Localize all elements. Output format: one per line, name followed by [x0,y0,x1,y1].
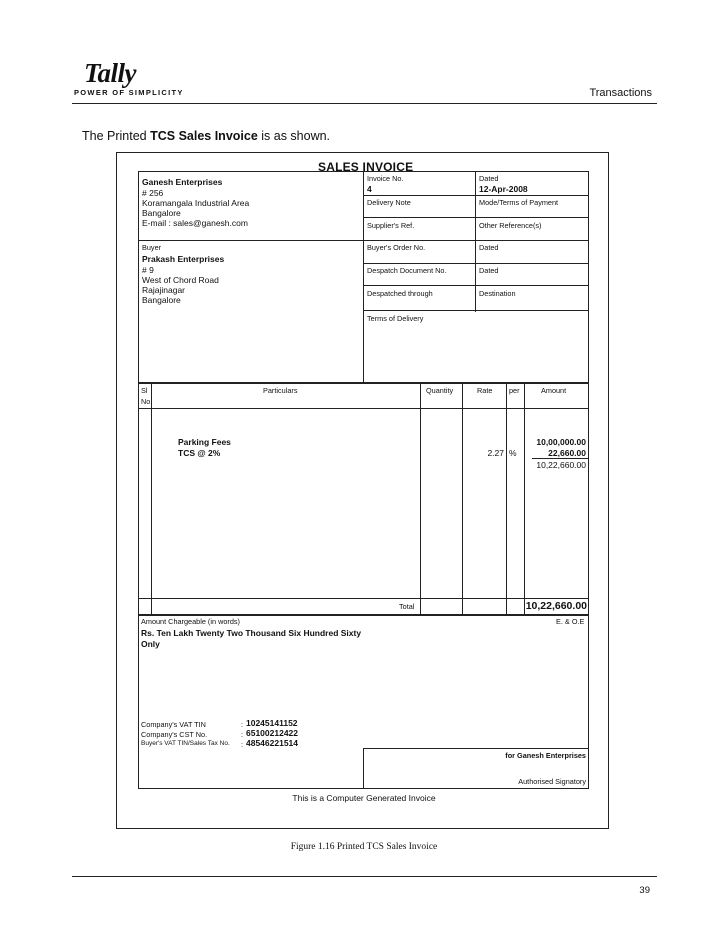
page-number: 39 [639,885,650,896]
invoice-no-value: 4 [367,184,372,194]
items-total-divider [138,598,589,599]
items-header-divider [138,408,589,409]
buyer-address-1: # 9 [142,265,154,275]
other-ref-label: Other Reference(s) [479,221,542,230]
col-line [420,383,421,615]
subtotal-amount: 10,22,660.00 [536,460,586,470]
despatch-doc-label: Despatch Document No. [367,266,447,275]
total-amount: 10,22,660.00 [525,600,587,612]
destination-label: Destination [479,289,516,298]
seller-name: Ganesh Enterprises [142,177,223,187]
grid-line [363,310,589,311]
particulars-header: Particulars [263,386,298,395]
rate-header: Rate [477,386,493,395]
dated2-label: Dated [479,243,499,252]
seller-address-3: Bangalore [142,208,181,218]
per-header: per [509,386,520,395]
for-company: for Ganesh Enterprises [505,751,586,760]
buyer-address-3: Rajajinagar [142,285,185,295]
logo-tagline: POWER OF SIMPLICITY [74,88,184,97]
seller-buyer-divider [138,240,363,241]
dated-value: 12-Apr-2008 [479,184,528,194]
grid-line [363,263,589,264]
section-title: Transactions [589,87,652,99]
col-line [524,383,525,615]
item-particulars-1: Parking Fees [178,437,231,447]
buyer-label: Buyer [142,243,162,252]
buyer-tin-value: 48546221514 [246,738,299,748]
suppliers-ref-label: Supplier's Ref. [367,221,415,230]
invoice-title: SALES INVOICE [318,160,414,174]
computer-generated-note: This is a Computer Generated Invoice [292,793,436,803]
cst-no-sep: : [241,730,244,739]
figure-caption: Figure 1.16 Printed TCS Sales Invoice [290,842,438,852]
grid-line [363,217,589,218]
col-line [151,383,152,615]
sl-header-1: Sl [141,386,148,395]
cst-no-value: 65100212422 [246,728,299,738]
item-particulars-2: TCS @ 2% [178,448,221,458]
sl-header-2: No. [141,397,153,406]
dated3-label: Dated [479,266,499,275]
amount-header: Amount [541,386,567,395]
despatched-through-label: Despatched through [367,289,433,298]
buyer-tin-sep: : [241,740,244,749]
col-line [506,383,507,615]
quantity-header: Quantity [426,386,454,395]
amount-words-line-1: Rs. Ten Lakh Twenty Two Thousand Six Hundred Sixty [141,628,362,638]
amount-words-line-2: Only [141,639,160,649]
header-divider [363,171,364,383]
vat-tin-value: 10245141152 [246,718,298,728]
subtotal-rule [532,458,588,459]
vat-tin-label: Company's VAT TIN [141,720,206,729]
grid-line [475,171,476,312]
seller-email: E-mail : sales@ganesh.com [142,218,248,228]
buyer-name: Prakash Enterprises [142,254,225,264]
amount-words-label: Amount Chargeable (in words) [141,617,240,626]
footer-rule [72,876,657,877]
mode-terms-label: Mode/Terms of Payment [479,198,559,207]
invoice-no-label: Invoice No. [367,174,404,183]
buyers-order-label: Buyer's Order No. [367,243,426,252]
tally-logo: Tally [84,58,137,88]
grid-line [363,240,589,241]
terms-delivery-label: Terms of Delivery [367,314,424,323]
intro-text: The Printed TCS Sales Invoice is as shown. [82,129,331,143]
item-amount-1: 10,00,000.00 [536,437,586,447]
delivery-note-label: Delivery Note [367,198,411,207]
item-per-2: % [509,448,517,458]
seller-address-2: Koramangala Industrial Area [142,198,250,208]
items-table [138,383,589,615]
grid-line [363,195,589,196]
item-amount-2: 22,660.00 [548,448,586,458]
buyer-address-4: Bangalore [142,295,181,305]
buyer-address-2: West of Chord Road [142,275,219,285]
authorised-signatory: Authorised Signatory [518,777,586,786]
eoe-label: E. & O.E [556,617,585,626]
item-rate-2: 2.27 [487,448,504,458]
seller-address-1: # 256 [142,188,164,198]
vat-tin-sep: : [241,720,244,729]
buyer-tin-label: Buyer's VAT TIN/Sales Tax No. [141,740,230,747]
grid-line [363,285,589,286]
total-label: Total [399,602,415,611]
dated-label: Dated [479,174,499,183]
col-line [462,383,463,615]
header-rule [72,103,657,104]
cst-no-label: Company's CST No. [141,730,208,739]
